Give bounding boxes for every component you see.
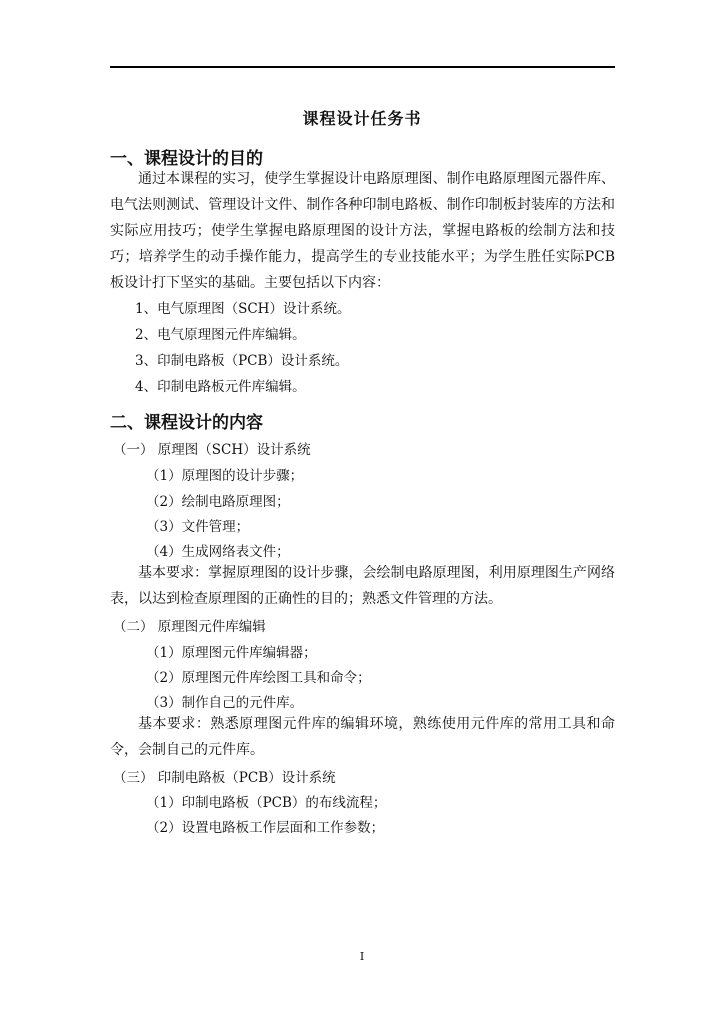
list-item: （1）原理图的设计步骤；	[146, 468, 304, 484]
section-heading-content: 二、课程设计的内容	[110, 413, 263, 433]
list-item: （4）生成网络表文件；	[146, 544, 290, 560]
list-item: （1）印制电路板（PCB）的布线流程；	[146, 795, 387, 811]
subsection-label: （一） 原理图（SCH）设计系统	[113, 442, 311, 458]
list-item: （1）原理图元件库编辑器；	[146, 645, 317, 661]
list-item: （2）绘制电路原理图；	[146, 494, 290, 510]
requirement-paragraph: 基本要求：熟悉原理图元件库的编辑环境，熟练使用元件库的常用工具和命令，会制自己的元件库。	[110, 716, 615, 758]
section-heading-purpose: 一、课程设计的目的	[110, 149, 263, 169]
subsection-label: （二） 原理图元件库编辑	[113, 619, 266, 635]
list-item: （3）制作自己的元件库。	[146, 695, 304, 711]
header-rule	[110, 66, 615, 68]
page-number: I	[359, 950, 365, 963]
purpose-paragraph: 通过本课程的实习，使学生掌握设计电路原理图、制作电路原理图元器件库、电气法则测试、管理设计文件、制作各种印制电路板、制作印制板封装库的方法和实际应用技巧；使学生掌握电路原理图的设计方法，掌握电路板的绘制方法和技巧；培养学生的动手操作能力，提高学生的专业技能水平；为学生胜任实际PCB板设计打下坚实的基础。主要包括以下内容：	[110, 171, 615, 291]
list-item: 2、电气原理图元件库编辑。	[135, 327, 306, 343]
subsection-label: （三） 印制电路板（PCB）设计系统	[113, 770, 336, 786]
list-item: （3）文件管理；	[146, 519, 250, 535]
requirement-paragraph: 基本要求：掌握原理图的设计步骤，会绘制电路原理图，利用原理图生产网络表，以达到检查原理图的正确性的目的；熟悉文件管理的方法。	[110, 565, 615, 607]
list-item: 3、印制电路板（PCB）设计系统。	[135, 353, 349, 369]
list-item: 1、电气原理图（SCH）设计系统。	[135, 301, 351, 317]
document-title: 课程设计任务书	[302, 109, 422, 128]
list-item: （2）设置电路板工作层面和工作参数；	[146, 820, 385, 836]
list-item: 4、印制电路板元件库编辑。	[135, 379, 306, 395]
list-item: （2）原理图元件库绘图工具和命令；	[146, 670, 371, 686]
